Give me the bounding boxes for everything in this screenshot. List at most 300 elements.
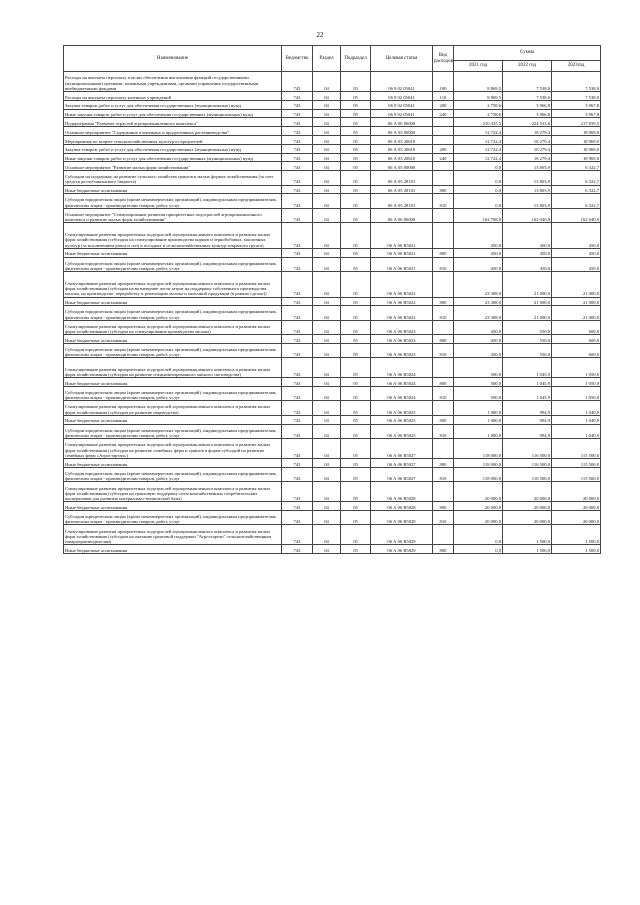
row-value-2022: 18 279,4 <box>503 127 552 136</box>
row-value-2023: 3 967,8 <box>552 100 601 109</box>
row-ved: 743 <box>282 467 313 481</box>
table-row <box>64 144 601 153</box>
row-value-2022: 994,9 <box>503 401 552 415</box>
table-row <box>64 257 601 271</box>
row-expense-type <box>433 525 454 545</box>
row-ved: 743 <box>282 72 313 92</box>
row-value-2021: 0,0 <box>454 171 503 185</box>
row-value-2023: 18 969,0 <box>552 135 601 144</box>
row-value-2022: 13 803,9 <box>503 185 552 194</box>
row-value-2021: 450,0 <box>454 343 503 357</box>
row-expense-type <box>433 358 454 378</box>
row-razdel: 04 <box>313 72 341 92</box>
row-podrazdel: 05 <box>341 162 371 171</box>
row-value-2023: 20 000,0 <box>552 482 601 502</box>
row-value-2022: 116 500,0 <box>503 439 552 459</box>
row-value-2021: 450,0 <box>454 248 503 257</box>
row-ved: 743 <box>282 208 313 222</box>
table-row <box>64 467 601 481</box>
row-ved: 743 <box>282 271 313 297</box>
header-podrazdel: Подраздел <box>341 46 371 72</box>
table-row <box>64 525 601 545</box>
row-value-2021: 0,0 <box>454 162 503 171</box>
row-razdel: 04 <box>313 92 341 101</box>
row-expense-type <box>433 127 454 136</box>
row-razdel: 04 <box>313 271 341 297</box>
row-target-article: 06 А 05 28101 <box>371 185 433 194</box>
row-target-article: 06 А 06 R5022 <box>371 271 433 297</box>
row-target-article: 06 А 06 R5023 <box>371 320 433 334</box>
row-value-2022: 1 500,0 <box>503 545 552 554</box>
row-podrazdel: 05 <box>341 306 371 320</box>
row-ved: 743 <box>282 387 313 401</box>
table-row <box>64 358 601 378</box>
row-value-2022: 1 045,9 <box>503 378 552 387</box>
row-value-2022: 550,0 <box>503 320 552 334</box>
row-value-2023: 1 050,0 <box>552 358 601 378</box>
row-ved: 743 <box>282 320 313 334</box>
row-podrazdel: 05 <box>341 72 371 92</box>
row-value-2023: 600,0 <box>552 335 601 344</box>
row-value-2021: 0,0 <box>454 525 503 545</box>
row-razdel: 04 <box>313 118 341 127</box>
row-ved: 743 <box>282 439 313 459</box>
row-name: Иные бюджетные ассигнования <box>64 378 282 387</box>
row-value-2022: 450,0 <box>503 223 552 249</box>
row-podrazdel: 05 <box>341 248 371 257</box>
row-name: Расходы на выплаты персоналу в целях обеспечения выполнения функций государственными (муниципальными) органами, казенными учреждениями, органами управления государственными внебюджетными фондами <box>64 72 282 92</box>
row-name: Иные бюджетные ассигнования <box>64 335 282 344</box>
row-razdel: 04 <box>313 223 341 249</box>
row-podrazdel: 05 <box>341 257 371 271</box>
row-podrazdel: 05 <box>341 502 371 511</box>
row-razdel: 04 <box>313 459 341 468</box>
row-expense-type <box>433 439 454 459</box>
row-razdel: 04 <box>313 127 341 136</box>
row-target-article: 06 9 02 05041 <box>371 92 433 101</box>
row-ved: 743 <box>282 525 313 545</box>
row-target-article: 06 9 02 05041 <box>371 72 433 92</box>
row-value-2021: 1 000,0 <box>454 415 503 424</box>
row-razdel: 04 <box>313 257 341 271</box>
row-value-2022: 13 803,9 <box>503 171 552 185</box>
row-podrazdel: 05 <box>341 194 371 208</box>
row-expense-type <box>433 118 454 127</box>
row-expense-type <box>433 171 454 185</box>
header-razdel: Раздел <box>313 46 341 72</box>
row-name: Иные бюджетные ассигнования <box>64 502 282 511</box>
row-expense-type: 100 <box>433 72 454 92</box>
row-ved: 743 <box>282 459 313 468</box>
row-value-2023: 1 040,9 <box>552 415 601 424</box>
row-podrazdel: 05 <box>341 401 371 415</box>
row-value-2021: 118 000,0 <box>454 467 503 481</box>
row-target-article: 06 А 06 R5027 <box>371 467 433 481</box>
table-row <box>64 439 601 459</box>
row-name: Стимулирование развития приоритетных подотраслей агропромышленного комплекса и развития малых форм хозяйствования (субсидии на стимулирование производства молока) <box>64 320 282 334</box>
row-value-2021: 1 000,0 <box>454 401 503 415</box>
row-target-article: 06 А 06 R5021 <box>371 257 433 271</box>
row-ved: 743 <box>282 335 313 344</box>
row-value-2023: 1 050,0 <box>552 378 601 387</box>
row-value-2023: 1 500,0 <box>552 545 601 554</box>
row-razdel: 04 <box>313 343 341 357</box>
row-value-2021: 0,0 <box>454 545 503 554</box>
table-row <box>64 320 601 334</box>
row-name: Иные бюджетные ассигнования <box>64 545 282 554</box>
row-value-2021: 500,0 <box>454 378 503 387</box>
table-row <box>64 306 601 320</box>
row-target-article: 06 А 06 R5028 <box>371 482 433 502</box>
row-podrazdel: 05 <box>341 135 371 144</box>
row-ved: 743 <box>282 194 313 208</box>
row-ved: 743 <box>282 297 313 306</box>
row-expense-type <box>433 482 454 502</box>
row-expense-type: 800 <box>433 335 454 344</box>
row-target-article: 06 А 06 R5024 <box>371 378 433 387</box>
table-row <box>64 127 601 136</box>
page-number: 22 <box>316 31 324 39</box>
row-ved: 743 <box>282 378 313 387</box>
table-row <box>64 162 601 171</box>
row-razdel: 04 <box>313 401 341 415</box>
row-value-2023: 18 969,0 <box>552 127 601 136</box>
row-expense-type: 810 <box>433 387 454 401</box>
row-value-2023: 450,0 <box>552 223 601 249</box>
table-row <box>64 109 601 118</box>
row-value-2023: 7 538,0 <box>552 72 601 92</box>
table-row <box>64 171 601 185</box>
row-value-2021: 0,0 <box>454 185 503 194</box>
row-podrazdel: 05 <box>341 424 371 438</box>
row-podrazdel: 05 <box>341 387 371 401</box>
row-name: Стимулирование развития приоритетных подотраслей агропромышленного комплекса и развития малых форм хозяйствования (субсидии на возмещение части затрат на поддержку собственного производства молока, на производство, переработку и реализацию молока и молочной продукции (в рамках сделок)) <box>64 271 282 297</box>
row-name: Закупка товаров, работ и услуг для обеспечения государственных (муниципальных) нужд <box>64 100 282 109</box>
row-value-2021: 210 435,5 <box>454 118 503 127</box>
row-razdel: 04 <box>313 320 341 334</box>
row-value-2021: 8 869,5 <box>454 92 503 101</box>
row-podrazdel: 05 <box>341 439 371 459</box>
row-value-2021: 0,0 <box>454 194 503 208</box>
row-expense-type: 800 <box>433 459 454 468</box>
row-name: Подпрограмма "Развитие отраслей агропромышленного комплекса" <box>64 118 282 127</box>
table-row <box>64 118 601 127</box>
row-expense-type <box>433 162 454 171</box>
row-name: Мероприятия по защите сельскохозяйственных культур от вредителей <box>64 135 282 144</box>
row-value-2022: 13 803,9 <box>503 162 552 171</box>
row-name: Расходы на выплаты персоналу казенных учреждений <box>64 92 282 101</box>
row-expense-type <box>433 271 454 297</box>
row-razdel: 04 <box>313 194 341 208</box>
row-value-2021: 12 722,4 <box>454 135 503 144</box>
row-ved: 743 <box>282 248 313 257</box>
row-value-2023: 600,0 <box>552 343 601 357</box>
table-row <box>64 459 601 468</box>
row-name: Субсидии юридическим лицам (кроме некоммерческих организаций), индивидуальным предпринимателям, физическим лицам - производителям товаров, работ, услуг <box>64 387 282 401</box>
row-podrazdel: 05 <box>341 171 371 185</box>
row-podrazdel: 05 <box>341 223 371 249</box>
row-target-article: 06 А 06 R5027 <box>371 439 433 459</box>
row-value-2021: 12 722,4 <box>454 144 503 153</box>
row-podrazdel: 05 <box>341 467 371 481</box>
row-expense-type <box>433 223 454 249</box>
table-row <box>64 100 601 109</box>
row-podrazdel: 05 <box>341 482 371 502</box>
row-razdel: 04 <box>313 144 341 153</box>
row-razdel: 04 <box>313 378 341 387</box>
row-razdel: 04 <box>313 153 341 162</box>
row-ved: 743 <box>282 306 313 320</box>
row-value-2022: 224 533,6 <box>503 118 552 127</box>
row-expense-type: 810 <box>433 424 454 438</box>
row-target-article: 06 А 06 R5029 <box>371 545 433 554</box>
row-target-article: 06 А 05 28101 <box>371 171 433 185</box>
row-razdel: 04 <box>313 358 341 378</box>
row-expense-type: 810 <box>433 467 454 481</box>
row-podrazdel: 05 <box>341 415 371 424</box>
row-ved: 743 <box>282 257 313 271</box>
header-target-article: Целевая статья <box>371 46 433 72</box>
row-name: Субсидии на поддержку на развитие сельского хозяйства грантов в малых формах хозяйствования (за счет средств республиканского бюджета) <box>64 171 282 185</box>
row-expense-type: 800 <box>433 248 454 257</box>
row-podrazdel: 05 <box>341 100 371 109</box>
row-razdel: 04 <box>313 387 341 401</box>
row-podrazdel: 05 <box>341 127 371 136</box>
row-ved: 743 <box>282 127 313 136</box>
row-name: Стимулирование развития приоритетных подотраслей агропромышленного комплекса и развития малых форм хозяйствования (субсидии на развитие специализированного мясного скотоводства) <box>64 358 282 378</box>
table-row <box>64 72 601 92</box>
row-name: Иные бюджетные ассигнования <box>64 297 282 306</box>
table-row <box>64 401 601 415</box>
row-name: Иные бюджетные ассигнования <box>64 185 282 194</box>
row-razdel: 04 <box>313 171 341 185</box>
row-target-article: 06 9 02 05041 <box>371 109 433 118</box>
row-ved: 743 <box>282 511 313 525</box>
row-value-2022: 20 000,0 <box>503 511 552 525</box>
row-podrazdel: 05 <box>341 343 371 357</box>
row-value-2023: 115 500,0 <box>552 459 601 468</box>
row-value-2021: 23 308,0 <box>454 297 503 306</box>
header-sum: Сумма <box>454 46 601 61</box>
row-expense-type: 810 <box>433 511 454 525</box>
row-podrazdel: 05 <box>341 545 371 554</box>
row-value-2022: 21 000,0 <box>503 297 552 306</box>
table-row <box>64 92 601 101</box>
row-ved: 743 <box>282 92 313 101</box>
row-value-2023: 18 969,0 <box>552 144 601 153</box>
row-target-article: 06 А 06 R5022 <box>371 306 433 320</box>
row-name: Субсидии юридическим лицам (кроме некоммерческих организаций), индивидуальным предпринимателям, физическим лицам - производителям товаров, работ, услуг <box>64 194 282 208</box>
row-target-article: 06 А 00 00000 <box>371 118 433 127</box>
row-name: Стимулирование развития приоритетных подотраслей агропромышленного комплекса и развитие малых форм хозяйствования (субсидии на развитие семейных ферм и грантов в форме субсидий на развитие семейных ферм «Агростартап») <box>64 439 282 459</box>
row-value-2022: 116 500,0 <box>503 459 552 468</box>
row-ved: 743 <box>282 100 313 109</box>
row-value-2022: 450,0 <box>503 257 552 271</box>
row-target-article: 06 9 02 05041 <box>371 100 433 109</box>
header-name: Наименование <box>64 46 282 72</box>
row-value-2021: 500,0 <box>454 358 503 378</box>
row-ved: 743 <box>282 162 313 171</box>
row-razdel: 04 <box>313 100 341 109</box>
budget-table <box>63 45 601 554</box>
row-value-2021: 118 000,0 <box>454 439 503 459</box>
row-expense-type: 810 <box>433 194 454 208</box>
row-expense-type: 800 <box>433 415 454 424</box>
row-name: Субсидии юридическим лицам (кроме некоммерческих организаций), индивидуальным предпринимателям, физическим лицам - производителям товаров, работ, услуг <box>64 343 282 357</box>
row-value-2021: 23 308,0 <box>454 271 503 297</box>
row-value-2022: 7 538,0 <box>503 72 552 92</box>
row-value-2022: 994,9 <box>503 424 552 438</box>
row-razdel: 04 <box>313 424 341 438</box>
row-podrazdel: 05 <box>341 459 371 468</box>
row-ved: 743 <box>282 135 313 144</box>
row-target-article: 06 А 06 R5021 <box>371 248 433 257</box>
row-ved: 743 <box>282 144 313 153</box>
row-value-2022: 21 000,0 <box>503 271 552 297</box>
row-value-2023: 6 322,7 <box>552 194 601 208</box>
row-target-article: 06 А 03 20610 <box>371 144 433 153</box>
row-value-2021: 450,0 <box>454 257 503 271</box>
row-value-2021: 2 758,6 <box>454 109 503 118</box>
table-row <box>64 343 601 357</box>
row-expense-type: 110 <box>433 92 454 101</box>
row-razdel: 04 <box>313 335 341 344</box>
row-value-2023: 6 322,7 <box>552 162 601 171</box>
row-value-2022: 116 500,0 <box>503 467 552 481</box>
row-value-2023: 7 538,0 <box>552 92 601 101</box>
row-podrazdel: 05 <box>341 208 371 222</box>
row-ved: 743 <box>282 401 313 415</box>
row-podrazdel: 05 <box>341 144 371 153</box>
row-expense-type: 240 <box>433 109 454 118</box>
row-podrazdel: 05 <box>341 335 371 344</box>
row-value-2023: 21 000,0 <box>552 306 601 320</box>
row-value-2023: 18 969,0 <box>552 153 601 162</box>
row-name: Основное мероприятие "Развитие малых форм хозяйствования" <box>64 162 282 171</box>
row-target-article: 06 А 06 R5025 <box>371 424 433 438</box>
row-expense-type: 800 <box>433 502 454 511</box>
row-name: Основное мероприятие "Содержание племенных и продуктивных растениеводства" <box>64 127 282 136</box>
row-value-2022: 1 045,9 <box>503 358 552 378</box>
row-value-2022: 994,9 <box>503 415 552 424</box>
table-row <box>64 502 601 511</box>
row-value-2021: 450,0 <box>454 335 503 344</box>
row-ved: 743 <box>282 545 313 554</box>
row-value-2023: 450,0 <box>552 257 601 271</box>
header-year-2021: 2021 год <box>454 61 503 72</box>
row-value-2023: 217 839,5 <box>552 118 601 127</box>
row-expense-type <box>433 135 454 144</box>
row-value-2023: 1 050,0 <box>552 387 601 401</box>
row-razdel: 04 <box>313 545 341 554</box>
row-target-article: 06 А 06 R5025 <box>371 401 433 415</box>
row-expense-type: 800 <box>433 297 454 306</box>
row-value-2021: 118 000,0 <box>454 459 503 468</box>
table-body <box>64 72 601 554</box>
row-podrazdel: 05 <box>341 358 371 378</box>
row-expense-type: 240 <box>433 153 454 162</box>
table-row <box>64 335 601 344</box>
row-target-article: 06 А 03 20610 <box>371 135 433 144</box>
row-value-2022: 18 279,4 <box>503 144 552 153</box>
row-target-article: 06 А 06 00000 <box>371 208 433 222</box>
row-name: Стимулирование развития приоритетных подотраслей агропромышленного комплекса и развития малых форм хозяйствования (субсидии на оказание грантовой поддержки "Агростартап" сельскохозяйственным товаропроизводителям) <box>64 525 282 545</box>
table-row <box>64 482 601 502</box>
row-target-article: 06 А 06 R5028 <box>371 511 433 525</box>
table-row <box>64 545 601 554</box>
row-value-2023: 20 000,0 <box>552 511 601 525</box>
table-row <box>64 194 601 208</box>
row-name: Субсидии юридическим лицам (кроме некоммерческих организаций), индивидуальным предпринимателям, физическим лицам - производителям товаров, работ, услуг <box>64 257 282 271</box>
header-year-2022: 2022 год <box>503 61 552 72</box>
table-row <box>64 208 601 222</box>
row-razdel: 04 <box>313 415 341 424</box>
row-name: Иные бюджетные ассигнования <box>64 415 282 424</box>
row-name: Иные закупки товаров, работ и услуг для обеспечения государственных (муниципальных) нужд <box>64 109 282 118</box>
row-expense-type: 800 <box>433 545 454 554</box>
row-value-2022: 550,0 <box>503 335 552 344</box>
row-name: Стимулирование развития приоритетных подотраслей агропромышленного комплекса и развития малых форм хозяйствования (субсидии на стимулирование производства кормов и зернобобовых, масличных культур (за исключением рапса и сои) в посадках и сельскохозяйственных культур открытого грунта) <box>64 223 282 249</box>
row-razdel: 04 <box>313 208 341 222</box>
row-value-2023: 115 500,0 <box>552 467 601 481</box>
row-podrazdel: 05 <box>341 320 371 334</box>
header-expense-type: Вид расходов <box>433 46 454 72</box>
row-expense-type: 200 <box>433 144 454 153</box>
table-row <box>64 415 601 424</box>
row-ved: 743 <box>282 502 313 511</box>
row-value-2021: 20 000,0 <box>454 482 503 502</box>
row-podrazdel: 05 <box>341 153 371 162</box>
row-value-2023: 162 040,9 <box>552 208 601 222</box>
row-value-2021: 8 869,5 <box>454 72 503 92</box>
row-target-article: 06 А 03 20610 <box>371 153 433 162</box>
row-value-2023: 21 000,0 <box>552 271 601 297</box>
row-target-article: 06 А 06 R5028 <box>371 502 433 511</box>
row-razdel: 04 <box>313 162 341 171</box>
row-razdel: 04 <box>313 109 341 118</box>
row-value-2022: 3 966,8 <box>503 109 552 118</box>
row-value-2022: 21 000,0 <box>503 306 552 320</box>
row-expense-type: 800 <box>433 378 454 387</box>
table-row <box>64 248 601 257</box>
row-name: Стимулирование развития приоритетных подотраслей агропромышленного комплекса и развития малых форм хозяйствования (субсидии на развитие овцеводства) <box>64 401 282 415</box>
row-ved: 743 <box>282 118 313 127</box>
row-podrazdel: 05 <box>341 185 371 194</box>
row-podrazdel: 05 <box>341 271 371 297</box>
row-target-article: 06 А 05 00000 <box>371 162 433 171</box>
row-value-2023: 3 967,8 <box>552 109 601 118</box>
row-value-2022: 550,0 <box>503 343 552 357</box>
row-name: Стимулирование развития приоритетных подотраслей агропромышленного комплекса и развития малых форм хозяйствования (субсидии на грантовую поддержку сельскохозяйственных потребительских кооперативов для развития материально-технической базы) <box>64 482 282 502</box>
row-expense-type: 800 <box>433 185 454 194</box>
row-value-2022: 450,0 <box>503 248 552 257</box>
row-razdel: 04 <box>313 525 341 545</box>
table-row <box>64 378 601 387</box>
row-razdel: 04 <box>313 502 341 511</box>
row-ved: 743 <box>282 482 313 502</box>
row-target-article: 06 А 06 R5029 <box>371 525 433 545</box>
table-row <box>64 223 601 249</box>
header-year-2023: 2023год <box>552 61 601 72</box>
row-razdel: 04 <box>313 306 341 320</box>
row-value-2021: 23 308,0 <box>454 306 503 320</box>
row-razdel: 04 <box>313 439 341 459</box>
header-ved: Ведомство <box>282 46 313 72</box>
row-ved: 743 <box>282 185 313 194</box>
row-ved: 743 <box>282 358 313 378</box>
row-value-2023: 21 000,0 <box>552 297 601 306</box>
row-value-2021: 1 000,0 <box>454 424 503 438</box>
